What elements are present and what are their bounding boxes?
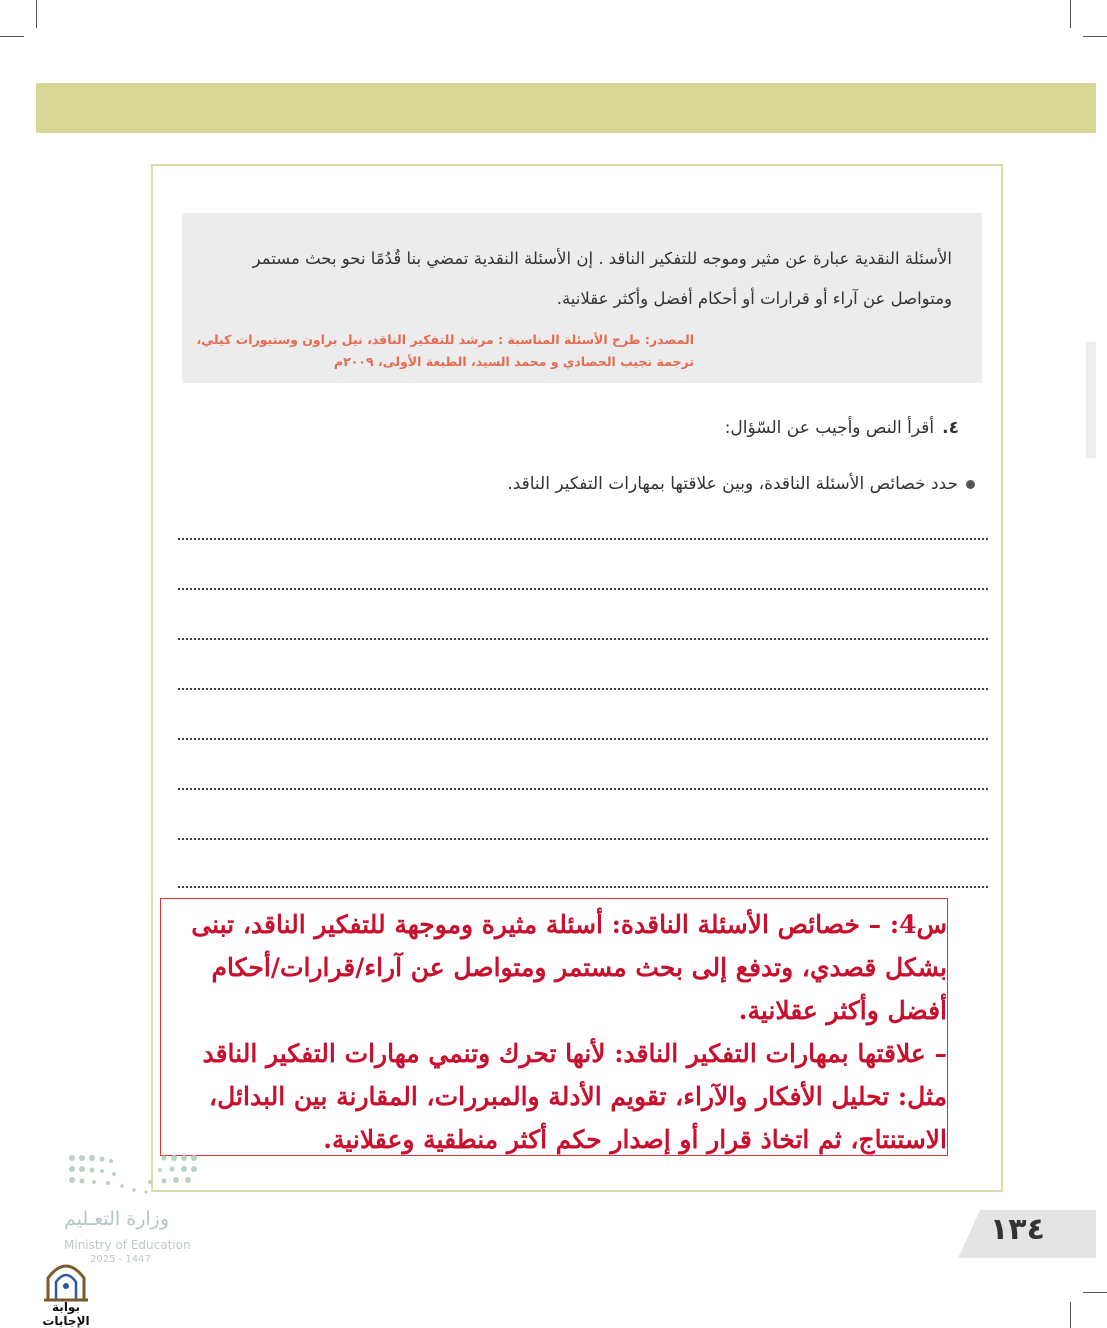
quote-line-2: ومتواصل عن آراء أو قرارات أو أحكام أفضل وأكثر عقلانية.: [556, 289, 952, 308]
ministry-name-ar: وزارة التعـليم: [64, 1208, 170, 1230]
answer-dotted-line[interactable]: [178, 886, 988, 888]
answer-line: مثل: تحليل الأفكار والآراء، تقويم الأدلة والمبررات، المقارنة بين البدائل،: [209, 1082, 947, 1111]
answer-dotted-line[interactable]: [178, 638, 988, 640]
site-logo: [30, 1256, 102, 1328]
crop-mark: [1070, 0, 1071, 28]
header-band: [36, 83, 1096, 133]
quote-source: [192, 329, 694, 373]
page-number: ١٣٤: [990, 1212, 1045, 1247]
answer-box: [160, 898, 948, 1156]
answer-dotted-line[interactable]: [178, 688, 988, 690]
ministry-logo: [60, 1150, 210, 1270]
quote-line-1: الأسئلة النقدية عبارة عن مثير وموجه للتفكير الناقد . إن الأسئلة النقدية تمضي بنا قُدُمًا نحو بحث مستمر: [252, 249, 952, 268]
question-heading: [725, 418, 959, 438]
answer-line: الاستنتاج، ثم اتخاذ قرار أو إصدار حكم أكثر منطقية وعقلانية.: [323, 1125, 947, 1154]
ministry-name-en: Ministry of Education: [64, 1238, 191, 1252]
answer-dotted-line[interactable]: [178, 738, 988, 740]
crop-mark: [1083, 36, 1107, 37]
bullet-text: حدد خصائص الأسئلة الناقدة، وبين علاقتها بمهارات التفكير الناقد.: [507, 474, 958, 494]
question-text: أقرأ النص وأجيب عن السّؤال:: [724, 418, 935, 438]
crop-mark: [1083, 1292, 1107, 1293]
question-number: ٤.: [942, 418, 959, 438]
quote-box: [182, 213, 982, 383]
answer-line: – علاقتها بمهارات التفكير الناقد: لأنها تحرك وتنمي مهارات التفكير الناقد: [202, 1039, 947, 1068]
answer-line: س4: – خصائص الأسئلة الناقدة: أسئلة مثيرة وموجهة للتفكير الناقد، تبنى: [191, 910, 947, 939]
answer-dotted-line[interactable]: [178, 838, 988, 840]
answer-dotted-line[interactable]: [178, 788, 988, 790]
ministry-years: 2025 - 1447: [90, 1254, 151, 1265]
site-logo-text: بوابة الإجابات: [42, 1300, 90, 1328]
answer-dotted-line[interactable]: [178, 588, 988, 590]
source-line-2: ترجمة نجيب الحصادي و محمد السيد، الطبعة الأولى، ٢٠٠٩م: [333, 354, 694, 369]
bullet-item: [507, 474, 975, 494]
dome-icon: [30, 1256, 102, 1302]
answer-line: بشكل قصدي، وتدفع إلى بحث مستمر ومتواصل عن آراء/قرارات/أحكام: [211, 953, 947, 982]
source-line-1: المصدر: طرح الأسئلة المناسبة : مرشد للتفكير الناقد، نيل براون وستيورات كيلي،: [196, 332, 694, 347]
ministry-dots-icon: [64, 1150, 204, 1198]
answer-line: أفضل وأكثر عقلانية.: [738, 996, 947, 1025]
crop-mark: [1070, 1302, 1071, 1328]
bullet-dot-icon: [966, 480, 975, 489]
crop-mark: [0, 36, 24, 37]
side-scroll-strip: [1086, 342, 1096, 458]
crop-mark: [36, 0, 37, 28]
answer-dotted-line[interactable]: [178, 538, 988, 540]
